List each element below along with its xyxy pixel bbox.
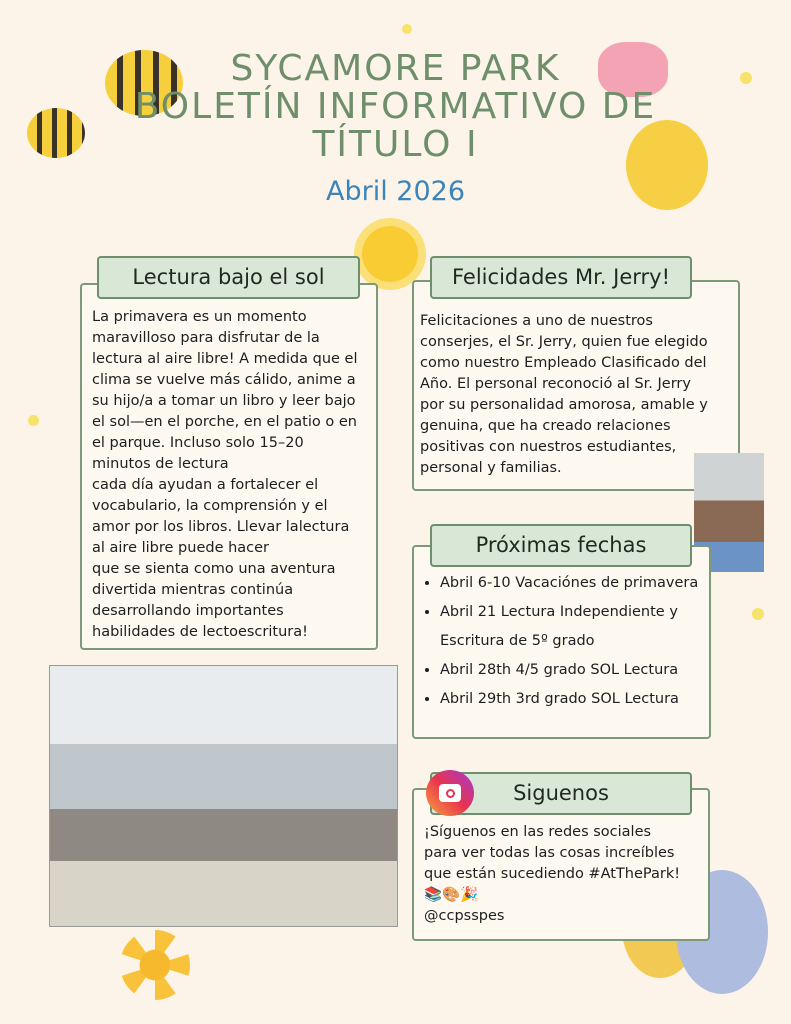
title-line: SYCAMORE PARK [230,50,561,89]
date-item: • Abril 21 Lectura Independiente y Escritura de 5º grado [440,598,703,656]
sun-icon [362,226,418,282]
social-heading: Siguenos [430,772,692,815]
congrats-heading: Felicidades Mr. Jerry! [430,256,692,299]
decor-dot [402,24,412,34]
dates-section [412,545,711,739]
class-photo [49,665,398,927]
reading-section [80,283,378,650]
newsletter-title [0,50,791,164]
title-line: TÍTULO I [312,124,479,164]
congrats-body: Felicitaciones a uno de nuestros conserjes, el Sr. Jerry, quien fue elegido como nuestro Empleado Clasificado del Año. El personal reconoció al Sr. Jerry por su personalidad amorosa, amable y genuina, que ha creado relaciones positivas con nuestros estudiantes, personal y familias. [420,313,708,476]
flower-icon [120,930,190,1000]
title-line: BOLETÍN INFORMATIVO DE [134,86,657,127]
reading-body: La primavera es un momento maravilloso para disfrutar de la lectura al aire libre! A medida que el clima se vuelve más cálido, anime a su hijo/a a tomar un libro y leer bajo el sol—en el porche, en el patio o en el parque. Incluso solo 15–20 minutos de lectura cada día ayudan a fortalecer el vocabulario, la comprensión y el amor por los libros. Llevar lalectura al aire libre puede hacer que se sienta como una aventura divertida mientras continúa desarrollando importantes habilidades de lectoescritura! [92,309,358,640]
date-item: • Abril 6-10 Vacaciónes de primavera [440,569,703,598]
date-item: • Abril 28th 4/5 grado SOL Lectura [440,656,703,685]
reading-heading: Lectura bajo el sol [97,256,360,299]
congrats-section [412,280,740,491]
decor-dot [752,608,764,620]
issue-date: Abril 2026 [325,176,465,207]
dates-heading: Próximas fechas [430,524,692,567]
date-item: • Abril 29th 3rd grado SOL Lectura [440,685,703,714]
dates-list [420,569,703,714]
decor-dot [28,415,39,426]
social-body: ¡Síguenos en las redes sociales para ver todas las cosas increíbles que están sucediendo #AtThePark! 📚🎨🎉 @ccpsspes [424,824,681,924]
instagram-icon[interactable] [426,770,474,816]
